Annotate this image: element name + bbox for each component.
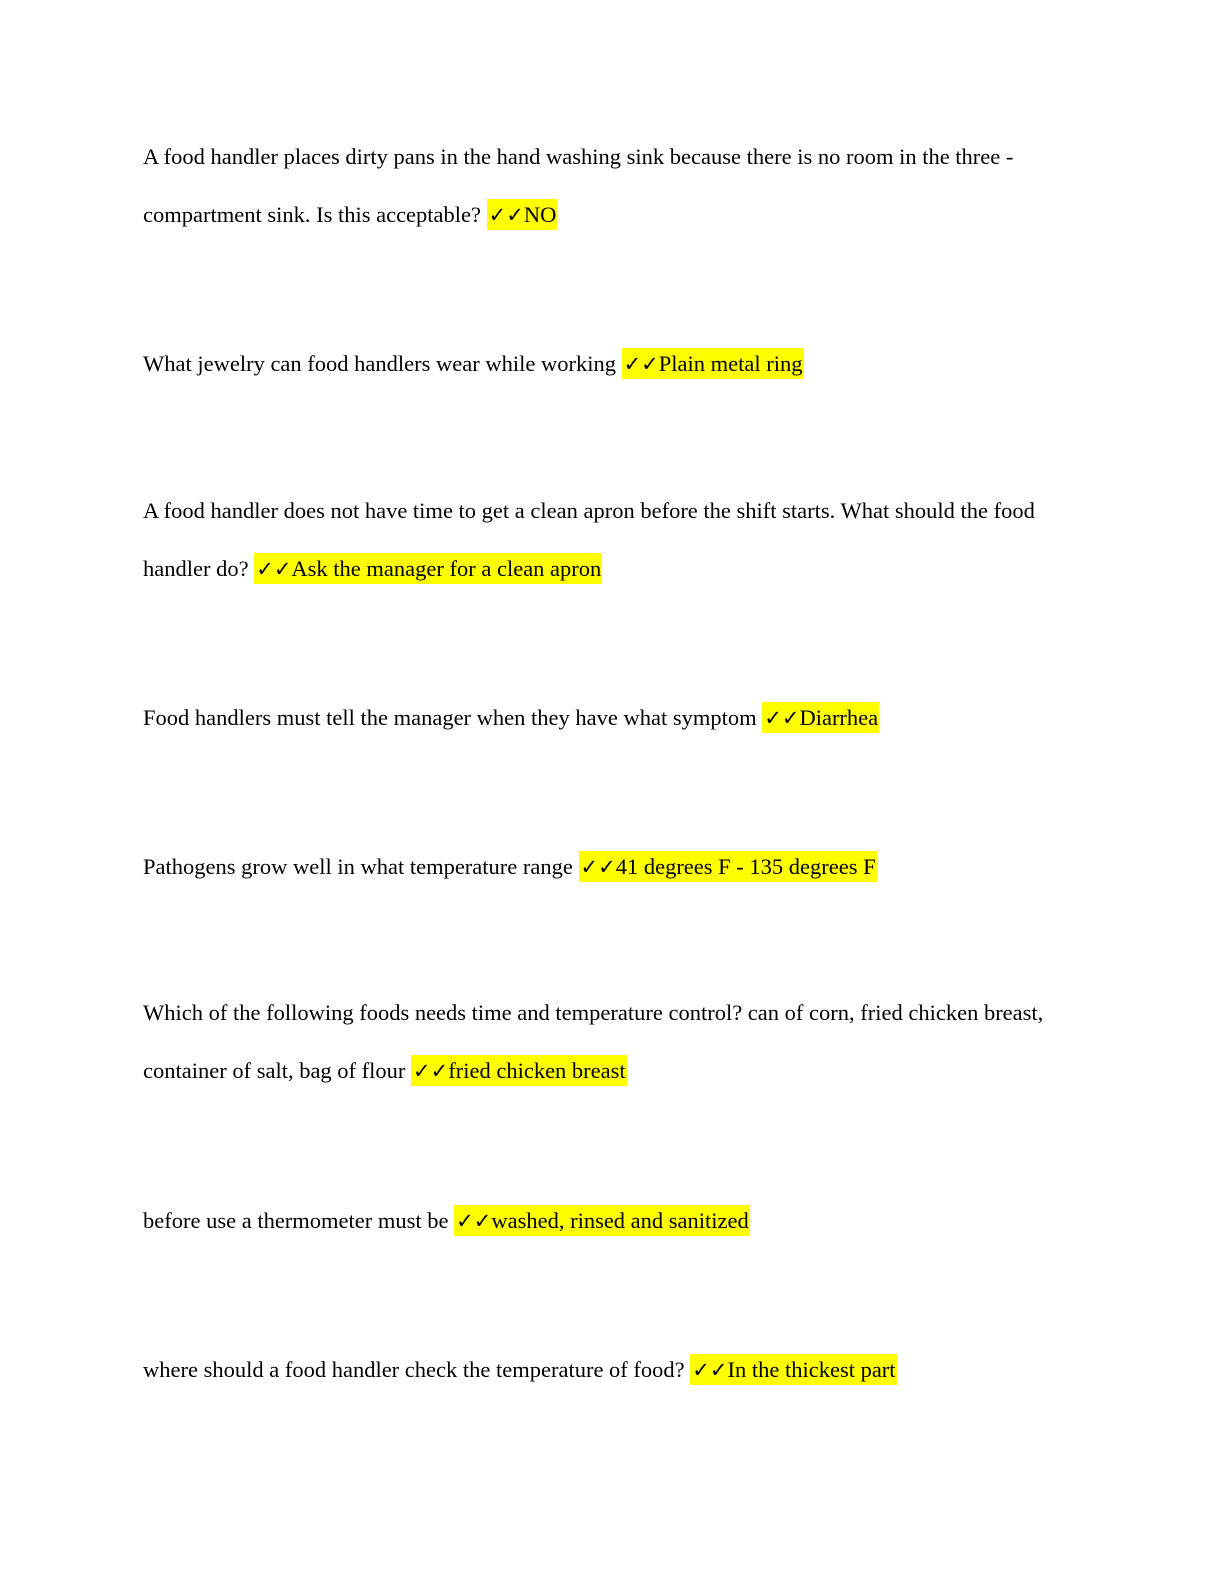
answer-text: In the thickest part xyxy=(727,1357,896,1382)
question-text: A food handler places dirty pans in the hand washing sink because there is no room in the three - compartment sink. Is this acceptable? xyxy=(143,144,1014,227)
double-check-icon: ✓✓ xyxy=(580,855,616,879)
qa-item xyxy=(143,1192,1083,1250)
answer-highlight xyxy=(254,553,602,584)
double-check-icon: ✓✓ xyxy=(764,706,800,730)
qa-item xyxy=(143,1341,1083,1399)
qa-item xyxy=(143,482,1083,598)
qa-item xyxy=(143,689,1083,747)
answer-text: Plain metal ring xyxy=(658,351,803,376)
question-text: before use a thermometer must be xyxy=(143,1208,449,1233)
answer-highlight xyxy=(690,1354,896,1385)
answer-highlight xyxy=(411,1055,627,1086)
question-text: where should a food handler check the temperature of food? xyxy=(143,1357,685,1382)
question-text: What jewelry can food handlers wear while working xyxy=(143,351,616,376)
qa-item xyxy=(143,984,1083,1100)
answer-text: fried chicken breast xyxy=(448,1058,626,1083)
answer-highlight xyxy=(454,1205,750,1236)
answer-highlight xyxy=(487,199,558,230)
double-check-icon: ✓✓ xyxy=(456,1209,492,1233)
double-check-icon: ✓✓ xyxy=(256,557,292,581)
answer-text: Diarrhea xyxy=(799,705,879,730)
question-text: Pathogens grow well in what temperature range xyxy=(143,854,573,879)
answer-text: Ask the manager for a clean apron xyxy=(291,556,602,581)
qa-item xyxy=(143,335,1083,393)
qa-item xyxy=(143,128,1083,244)
answer-highlight xyxy=(622,348,804,379)
question-text: Food handlers must tell the manager when they have what symptom xyxy=(143,705,757,730)
answer-highlight xyxy=(579,851,877,882)
question-text: Which of the following foods needs time and temperature control? can of corn, fried chicken breast, container of salt, bag of flour xyxy=(143,1000,1044,1083)
question-text: A food handler does not have time to get a clean apron before the shift starts. What should the food handler do? xyxy=(143,498,1035,581)
answer-text: NO xyxy=(523,202,557,227)
double-check-icon: ✓✓ xyxy=(488,203,524,227)
answer-text: 41 degrees F - 135 degrees F xyxy=(615,854,876,879)
double-check-icon: ✓✓ xyxy=(692,1358,728,1382)
answer-highlight xyxy=(762,702,879,733)
answer-text: washed, rinsed and sanitized xyxy=(491,1208,749,1233)
double-check-icon: ✓✓ xyxy=(623,352,659,376)
qa-item xyxy=(143,838,1083,896)
double-check-icon: ✓✓ xyxy=(413,1059,449,1083)
